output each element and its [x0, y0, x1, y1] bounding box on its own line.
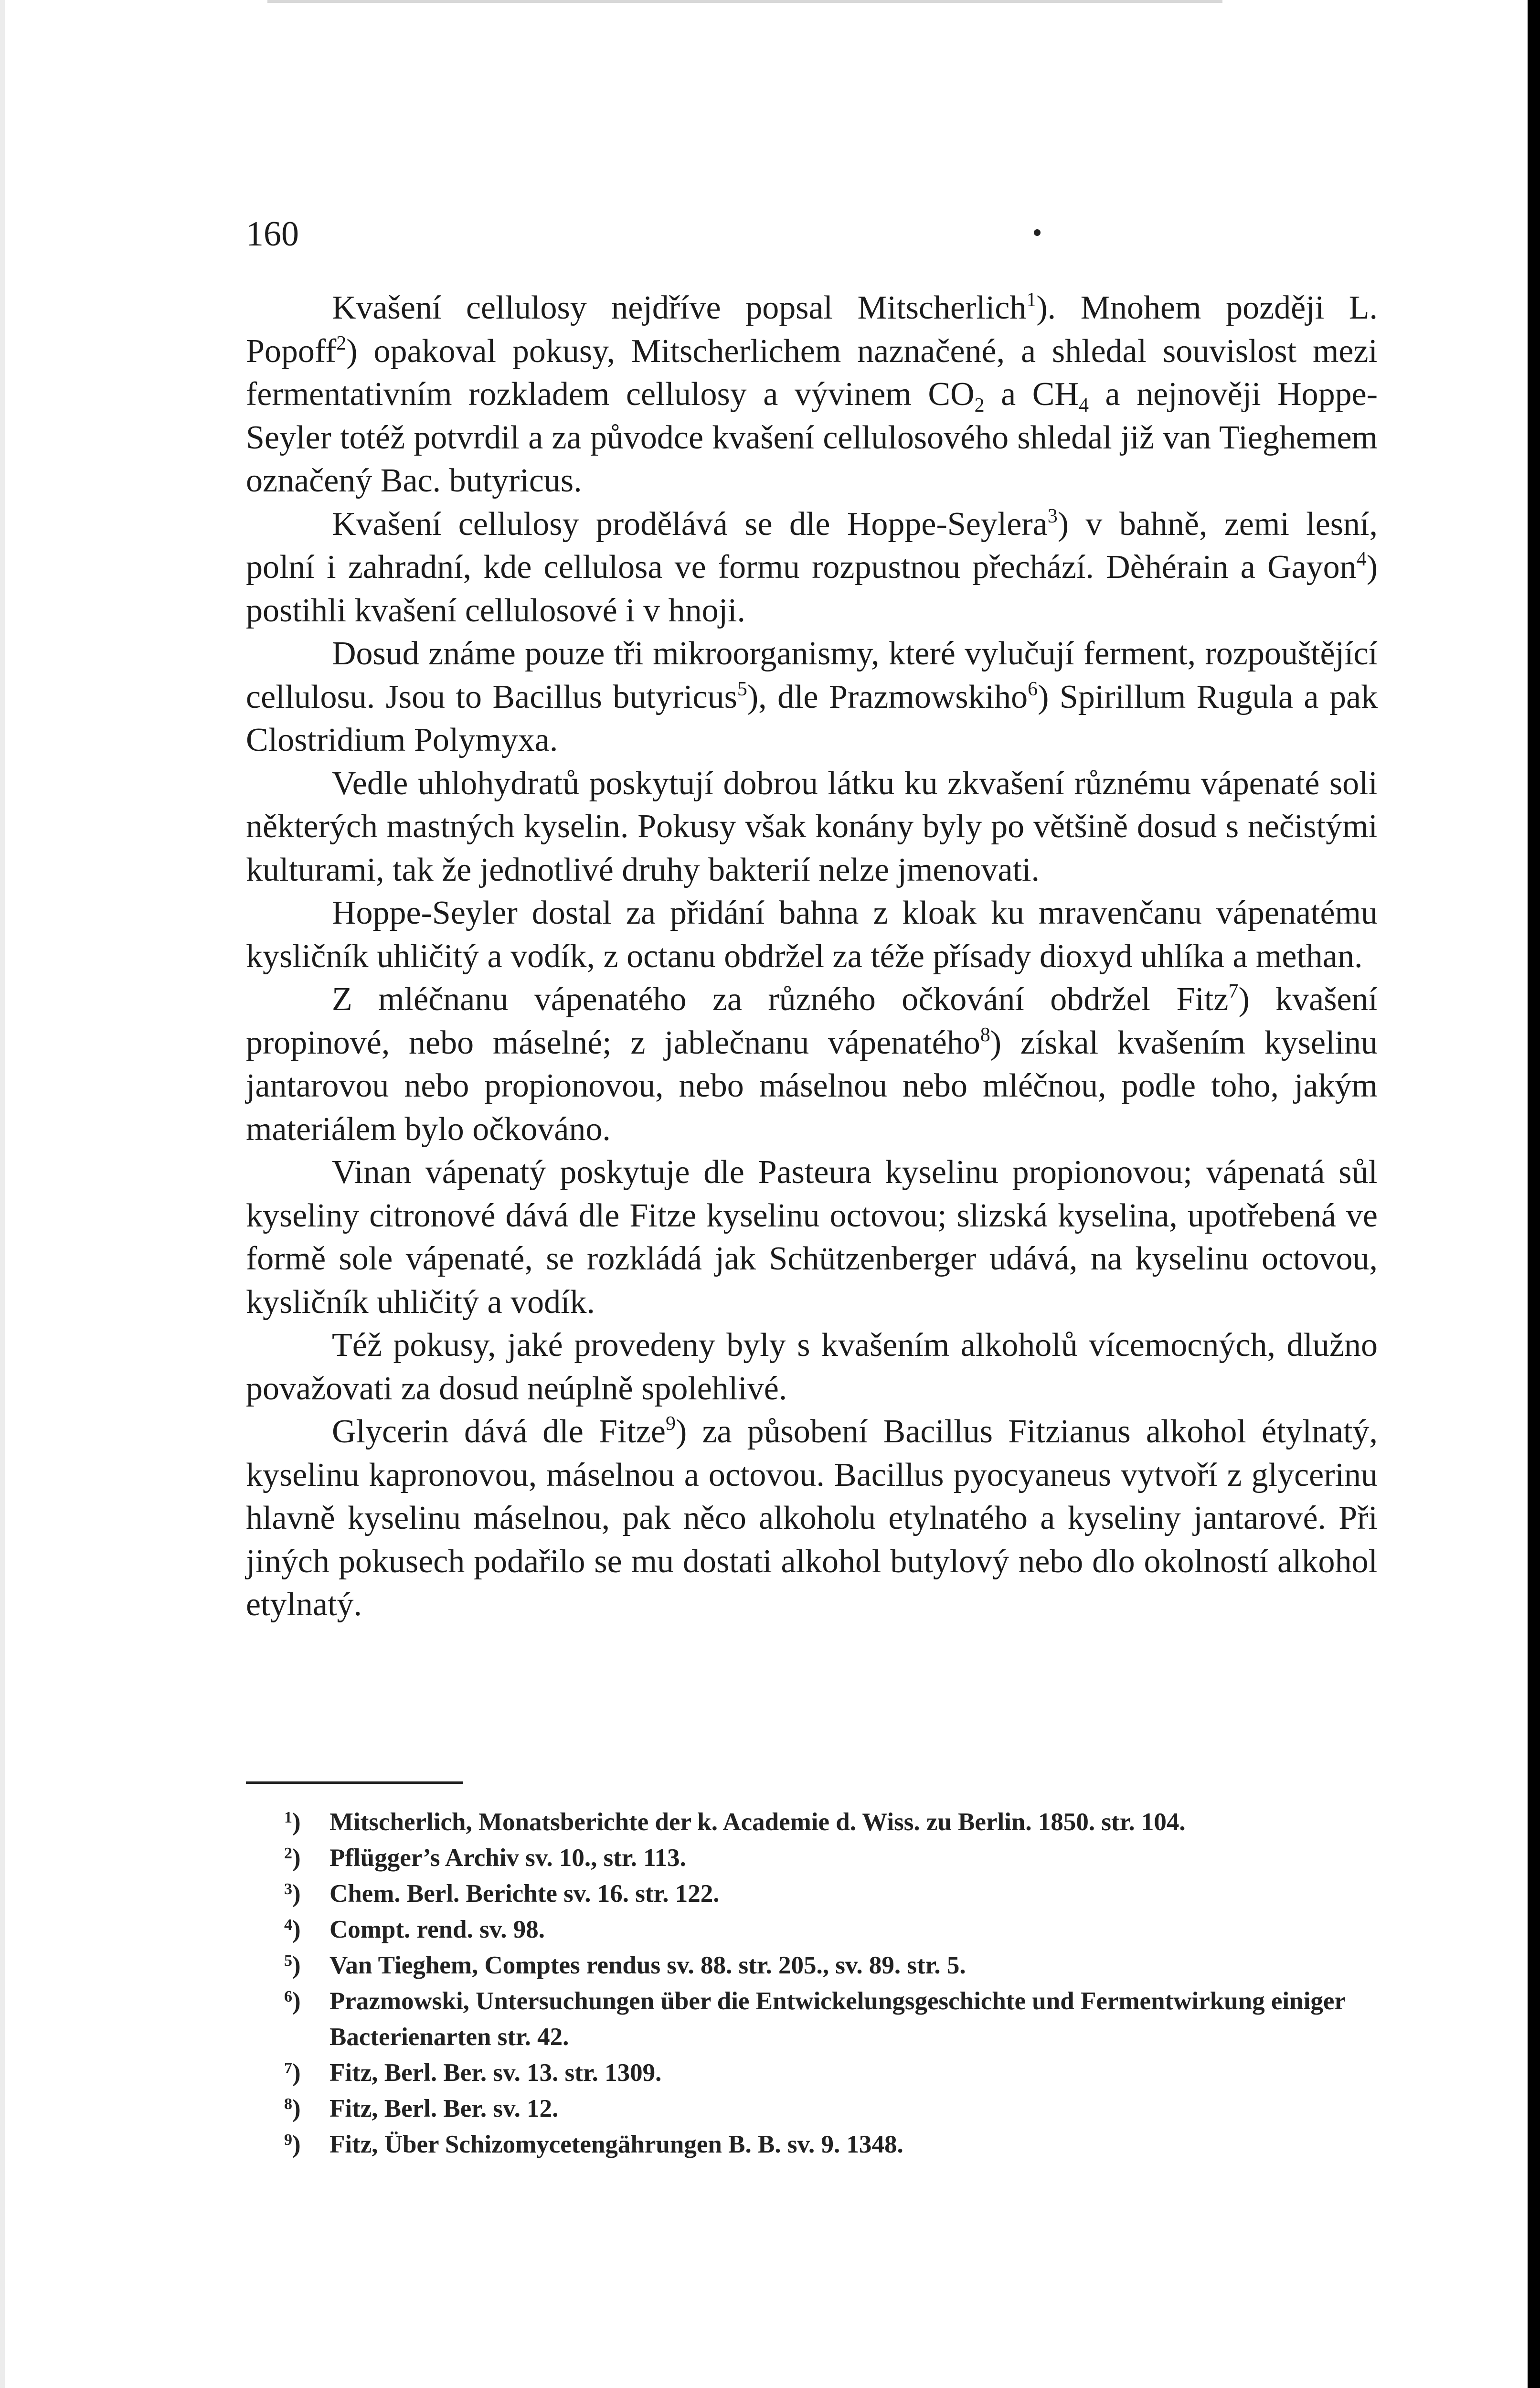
footnote-reference: 2	[336, 332, 347, 354]
footnote-text: Van Tieghem, Comptes rendus sv. 88. str. 205., sv. 89. str. 5.	[329, 1951, 966, 1979]
footnotes	[284, 1804, 1378, 2163]
footnote-item	[284, 1804, 1378, 1840]
footnote-marker: $^2$)	[284, 1844, 301, 1872]
footnote-item	[284, 1876, 1378, 1912]
text-run: Z mléčnanu vápenatého za různého očkování obdržel Fitz	[332, 981, 1229, 1018]
body-paragraph	[246, 1410, 1378, 1627]
scan-right-border	[1528, 0, 1540, 2388]
subscript: 2	[974, 394, 985, 416]
text-run: ) Spirillum Rugula a pak Clostridium Polymyxa.	[246, 678, 1378, 758]
body-paragraph	[246, 1324, 1378, 1410]
footnote-reference: 5	[737, 678, 747, 700]
subscript: 4	[1078, 394, 1089, 416]
text-run: Hoppe-Seyler dostal za přidání bahna z kloak ku mravenčanu vápenatému kysličník uhličitý a vodík, z octanu obdržel za téže přísady dioxyd uhlíka a methan.	[246, 895, 1378, 975]
footnote-rule	[246, 1781, 463, 1784]
footnote-reference: 8	[980, 1023, 990, 1046]
footnote-text: Chem. Berl. Berichte sv. 16. str. 122.	[329, 1880, 720, 1908]
footnote-number: 1	[284, 1809, 292, 1826]
body-paragraph	[246, 1151, 1378, 1324]
footnote-number: 6	[284, 1988, 292, 2005]
page-number: 160	[246, 214, 299, 254]
footnote-marker: $^6$)	[284, 1987, 301, 2015]
footnote-reference: 3	[1047, 505, 1058, 527]
scan-left-edge	[0, 0, 5, 2388]
text-run: Vinan vápenatý poskytuje dle Pasteura kyselinu propionovou; vápenatá sůl kyseliny citronové dává dle Fitze kyselinu octovou; slizská kyselina, upotřebená ve formě sole vápenaté, se rozkládá jak Schützenberger udává, na kyselinu octovou, kysličník uhličitý a vodík.	[246, 1154, 1378, 1321]
text-run: ) opakoval pokusy, Mitscherlichem naznačené, a shledal souvislost mezi fermentativním rozkladem cellulosy a vývinem CO	[246, 332, 1378, 413]
text-run: ) postihli kvašení cellulosové i v hnoji.	[246, 549, 1378, 629]
footnote-reference: 6	[1028, 678, 1038, 700]
footnote-item	[284, 1912, 1378, 1948]
text-run: Dosud známe pouze tři mikroorganismy, které vylučují ferment, rozpouštějící cellulosu. Jsou to Bacillus butyricus	[246, 635, 1378, 715]
footnote-marker: $^8$)	[284, 2095, 301, 2122]
ink-speck	[1034, 229, 1041, 236]
text-run: ) získal kvašením kyselinu jantarovou nebo propionovou, nebo máselnou nebo mléčnou, podle toho, jakým materiálem bylo očkováno.	[246, 1024, 1378, 1148]
footnote-item	[284, 2127, 1378, 2163]
body-paragraph	[246, 762, 1378, 892]
text-run: ), dle Prazmowskiho	[747, 678, 1028, 715]
body-paragraph	[246, 892, 1378, 978]
text-run: Kvašení cellulosy nejdříve popsal Mitscherlich	[332, 289, 1027, 326]
footnote-text: Prazmowski, Untersuchungen über die Entwickelungsgeschichte und Fermentwirkung einiger Bacterienarten str. 42.	[329, 1987, 1345, 2051]
footnote-item	[284, 1948, 1378, 1983]
footnote-marker: $^9$)	[284, 2131, 301, 2158]
text-run: Vedle uhlohydratů poskytují dobrou látku ku zkvašení různému vápenaté soli některých mastných kyselin. Pokusy však konány byly po většině dosud s nečistými kulturami, tak že jednotlivé druhy bakterií nelze jmenovati.	[246, 765, 1378, 888]
text-run: a CH	[984, 376, 1079, 413]
body-paragraph	[246, 287, 1378, 503]
footnote-reference: 4	[1356, 548, 1367, 570]
text-run: ) v bahně, zemi lesní, polní i zahradní, kde cellulosa ve formu rozpustnou přechází. Dèhérain a Gayon	[246, 505, 1378, 586]
text-run: ) za působení Bacillus Fitzianus alkohol étylnatý, kyselinu kapronovou, máselnou a octovou. Bacillus pyocyaneus vytvoří z glycerinu hlavně kyselinu máselnou, pak něco alkoholu etylnatého a kyseliny jantarové. Při jiných pokusech podařilo se mu dostati alkohol butylový nebo dlo okolností alkohol etylnatý.	[246, 1413, 1378, 1623]
footnote-number: 7	[284, 2059, 292, 2077]
footnote-text: Mitscherlich, Monatsberichte der k. Academie d. Wiss. zu Berlin. 1850. str. 104.	[329, 1808, 1186, 1836]
text-run: a nejnověji Hoppe-Seyler totéž potvrdil a za původce kvašení cellulosového shledal již van Tieghemem označený Bac. butyricus.	[246, 376, 1378, 499]
footnote-text: Fitz, Über Schizomycetengährungen B. B. sv. 9. 1348.	[329, 2131, 903, 2158]
text-run: Glycerin dává dle Fitze	[332, 1413, 666, 1450]
footnote-number: 8	[284, 2095, 292, 2113]
footnote-number: 3	[284, 1880, 292, 1898]
body-paragraph	[246, 503, 1378, 633]
scan-top-edge	[267, 0, 1222, 3]
footnote-item	[284, 2091, 1378, 2127]
footnote-marker: $^3$)	[284, 1880, 301, 1908]
text-run: ). Mnohem později L. Popoff	[246, 289, 1378, 370]
footnote-reference: 7	[1228, 981, 1239, 1002]
footnote-item	[284, 2055, 1378, 2091]
footnote-number: 4	[284, 1916, 292, 1934]
body-paragraph	[246, 978, 1378, 1151]
footnote-marker: $^5$)	[284, 1951, 301, 1979]
footnote-reference: 1	[1026, 289, 1037, 311]
text-run: Kvašení cellulosy prodělává se dle Hoppe-Seylera	[332, 505, 1048, 543]
footnote-text: Fitz, Berl. Ber. sv. 12.	[329, 2095, 559, 2122]
body-text	[246, 287, 1378, 1627]
footnote-reference: 9	[665, 1413, 676, 1435]
text-run: ) kvašení propinové, nebo máselné; z jablečnanu vápenatého	[246, 981, 1378, 1061]
footnote-marker: $^1$)	[284, 1808, 301, 1836]
footnote-number: 5	[284, 1952, 292, 1970]
footnote-number: 9	[284, 2131, 292, 2149]
footnote-text: Fitz, Berl. Ber. sv. 13. str. 1309.	[329, 2059, 662, 2087]
footnote-item	[284, 1983, 1378, 2055]
text-run: Též pokusy, jaké provedeny byly s kvašením alkoholů vícemocných, dlužno považovati za dosud neúplně spolehlivé.	[246, 1327, 1378, 1407]
footnote-item	[284, 1840, 1378, 1876]
footnote-number: 2	[284, 1844, 292, 1862]
body-paragraph	[246, 632, 1378, 762]
footnote-marker: $^7$)	[284, 2059, 301, 2087]
footnote-marker: $^4$)	[284, 1916, 301, 1943]
footnote-text: Compt. rend. sv. 98.	[329, 1916, 545, 1943]
footnote-text: Pflügger’s Archiv sv. 10., str. 113.	[329, 1844, 686, 1872]
